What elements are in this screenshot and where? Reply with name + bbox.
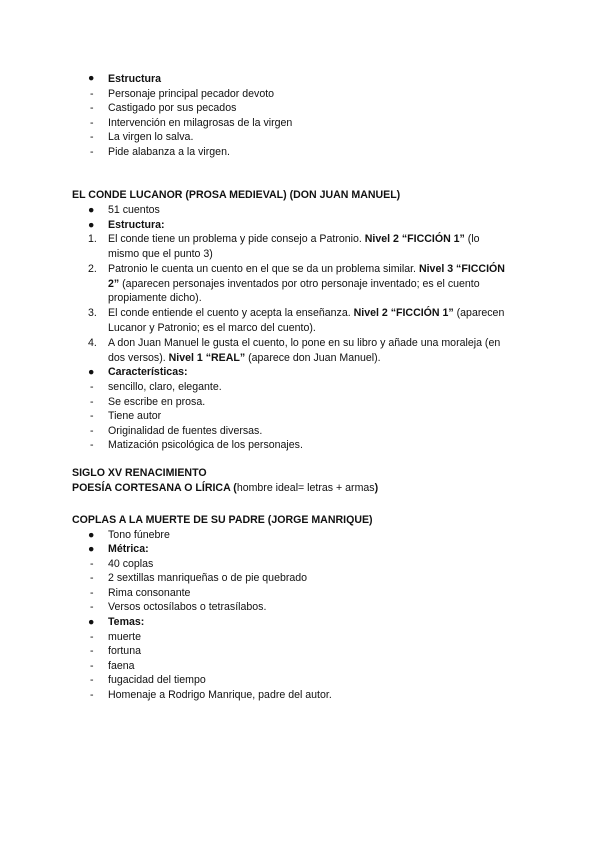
list-item: fugacidad del tiempo — [108, 674, 206, 686]
heading-text: POESÍA CORTESANA O LÍRICA ( — [72, 482, 237, 494]
list-item: La virgen lo salva. — [108, 131, 194, 143]
list-item: Matización psicológica de los personajes. — [108, 439, 303, 451]
item-text: dos versos). — [108, 351, 169, 364]
list-item: 2 sextillas manriqueñas o de pie quebrado — [108, 572, 308, 584]
list-number: 2. — [88, 263, 97, 275]
list-number: 3. — [88, 307, 97, 319]
list-item: Tiene autor — [108, 410, 162, 422]
dash-marker: - — [90, 87, 94, 100]
item-text-line — [108, 277, 480, 292]
list-item: 40 coplas — [108, 557, 154, 570]
item-text: mismo que el punto 3) — [108, 247, 213, 260]
list-item: Homenaje a Rodrigo Manrique, padre del autor. — [108, 688, 332, 701]
list-number: 4. — [88, 337, 97, 349]
bullet-marker: ● — [88, 72, 95, 84]
item-text: A don Juan Manuel le gusta el cuento, lo pone en su libro y añade una moraleja (en — [108, 337, 501, 349]
dash-marker: - — [90, 395, 94, 408]
item-text: (aparece don Juan Manuel). — [245, 351, 381, 364]
dash-marker: - — [90, 645, 94, 657]
dash-marker: - — [90, 131, 94, 143]
dash-marker: - — [90, 410, 94, 422]
item-text: El conde entiende el cuento y acepta la enseñanza. — [108, 307, 354, 319]
list-item: Versos octosílabos o tetrasílabos. — [108, 601, 267, 613]
section-heading: COPLAS A LA MUERTE DE SU PADRE (JORGE MANRIQUE) — [72, 514, 373, 526]
list-item: fortuna — [108, 645, 141, 657]
item-text-line — [108, 351, 381, 366]
dash-marker: - — [90, 381, 94, 393]
dash-marker: - — [90, 572, 94, 584]
themes-label: Temas: — [108, 616, 145, 628]
level-label: Nivel 2 “FICCIÓN 1” — [364, 233, 465, 245]
item-text: propiamente dicho). — [108, 292, 202, 304]
heading-text: hombre ideal= letras + armas — [236, 482, 375, 494]
numbered-item — [108, 232, 480, 247]
item-text: (aparecen personajes inventados por otro personaje inventado; es el cuento — [119, 277, 480, 290]
dash-marker: - — [90, 424, 94, 437]
list-item: Personaje principal pecador devoto — [108, 87, 275, 100]
dash-marker: - — [90, 439, 94, 451]
list-item: 51 cuentos — [108, 204, 160, 216]
list-item: sencillo, claro, elegante. — [108, 381, 222, 393]
dash-marker: - — [90, 659, 94, 672]
list-item: Se escribe en prosa. — [108, 395, 206, 408]
dash-marker: - — [90, 630, 94, 643]
bullet-marker: ● — [88, 616, 95, 628]
numbered-item — [108, 306, 504, 321]
structure-label: Estructura — [108, 73, 161, 85]
dash-marker: - — [90, 145, 94, 158]
dash-marker: - — [90, 674, 94, 686]
section-heading: EL CONDE LUCANOR (PROSA MEDIEVAL) (DON JUAN MANUEL) — [72, 189, 401, 201]
list-item: Tono fúnebre — [108, 528, 170, 541]
dash-marker: - — [90, 586, 94, 599]
level-label: 2” — [108, 277, 120, 290]
dash-marker: - — [90, 601, 94, 613]
section-subheading — [72, 481, 378, 496]
list-item: muerte — [108, 630, 141, 643]
bullet-marker: ● — [88, 204, 95, 216]
features-label: Características: — [108, 366, 188, 378]
item-text: (lo — [464, 233, 480, 245]
dash-marker: - — [90, 116, 94, 129]
dash-marker: - — [90, 688, 94, 701]
dash-marker: - — [90, 557, 94, 570]
section-heading: SIGLO XV RENACIMIENTO — [72, 467, 207, 479]
level-label: Nivel 3 “FICCIÓN — [418, 263, 505, 275]
numbered-item — [108, 262, 505, 277]
list-item: Originalidad de fuentes diversas. — [108, 424, 263, 437]
metric-label: Métrica: — [108, 543, 149, 555]
list-item: faena — [108, 659, 135, 672]
dash-marker: - — [90, 102, 94, 114]
list-item: Castigado por sus pecados — [108, 102, 237, 114]
bullet-marker: ● — [88, 543, 95, 555]
item-text: (aparecen — [453, 307, 505, 319]
bullet-marker: ● — [88, 218, 95, 231]
level-label: Nivel 2 “FICCIÓN 1” — [353, 307, 454, 319]
list-item: Intervención en milagrosas de la virgen — [108, 116, 293, 129]
level-label: Nivel 1 “REAL” — [168, 351, 246, 364]
item-text: Patronio le cuenta un cuento en el que se da un problema similar. — [108, 263, 419, 275]
bullet-marker: ● — [88, 528, 95, 541]
structure-label: Estructura: — [108, 218, 165, 231]
item-text: Lucanor y Patronio; es el marco del cuento). — [108, 321, 316, 334]
item-text: El conde tiene un problema y pide consejo a Patronio. — [108, 233, 365, 245]
list-number: 1. — [88, 233, 97, 245]
list-item: Pide alabanza a la virgen. — [108, 145, 230, 158]
heading-text: ) — [374, 482, 379, 494]
bullet-marker: ● — [88, 366, 95, 378]
list-item: Rima consonante — [108, 586, 191, 599]
